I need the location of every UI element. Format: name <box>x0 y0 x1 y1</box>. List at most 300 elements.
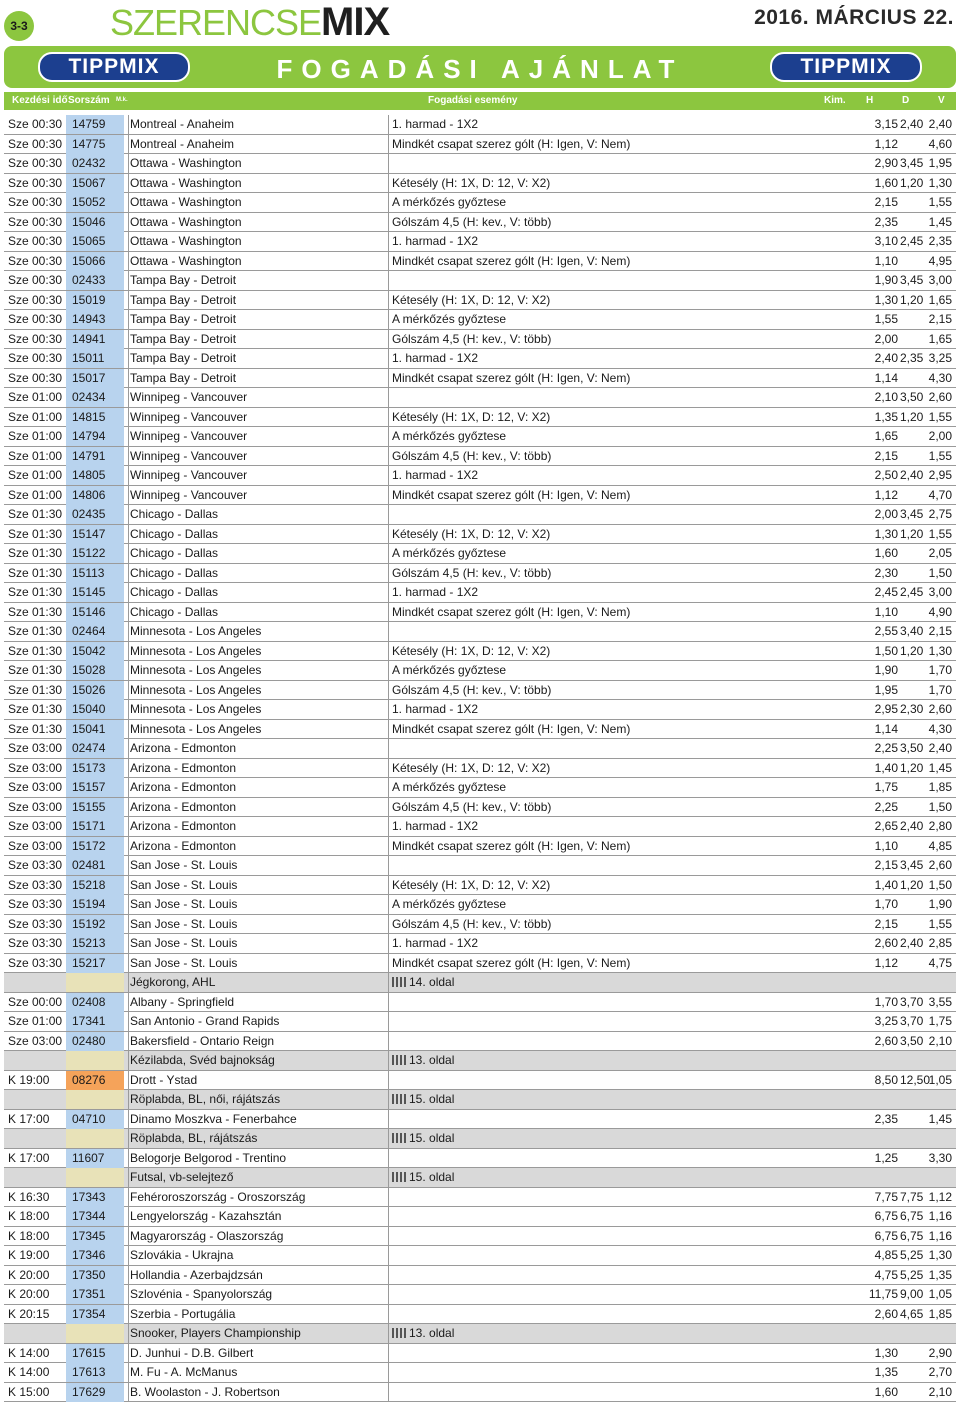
start-time: K 14:00 <box>8 1345 50 1360</box>
table-row <box>4 1285 956 1305</box>
odds-v: 4,70 <box>928 487 952 502</box>
event-id: 17629 <box>66 1383 124 1402</box>
table-row <box>4 427 956 447</box>
table-row <box>4 895 956 915</box>
odds-h: 6,75 <box>874 1209 898 1223</box>
start-time: Sze 03:00 <box>8 1033 63 1048</box>
odds-v <box>916 1168 954 1187</box>
odds-h: 2,50 <box>874 468 898 482</box>
event-id <box>66 973 124 992</box>
event-name: B. Woolaston - J. Robertson <box>128 1383 388 1402</box>
odds-h: 1,12 <box>874 955 898 970</box>
odds-v <box>916 1324 954 1343</box>
event-name: San Jose - St. Louis <box>128 895 388 914</box>
event-name: Belogorje Belgorod - Trentino <box>128 1149 388 1168</box>
event-id: 15046 <box>66 213 124 232</box>
odds-v: 3,55 <box>928 994 952 1009</box>
bet-type: Mindkét csapat szerez gólt (H: Igen, V: Nem) <box>388 252 848 271</box>
table-row <box>4 115 956 135</box>
event-name: San Jose - St. Louis <box>128 934 388 953</box>
event-name: D. Junhui - D.B. Gilbert <box>128 1344 388 1363</box>
table-row <box>4 876 956 896</box>
odds-v: 2,15 <box>928 624 952 638</box>
odds-v: 1,12 <box>928 1189 952 1204</box>
table-row <box>4 486 956 506</box>
odds-v: 4,95 <box>928 253 952 268</box>
event-id: 15066 <box>66 252 124 271</box>
event-name: Ottawa - Washington <box>128 193 388 212</box>
table-row <box>4 1032 956 1052</box>
odds-d: 3,70 <box>900 1014 924 1028</box>
table-row <box>4 1344 956 1364</box>
table-row <box>4 700 956 720</box>
event-name: Magyarország - Olaszország <box>128 1227 388 1246</box>
page-reference <box>388 1090 848 1109</box>
event-name: Lengyelország - Kazahsztán <box>128 1207 388 1226</box>
odds-v: 1,65 <box>928 292 952 307</box>
bet-type: Kétesély (H: 1X, D: 12, V: X2) <box>388 525 848 544</box>
start-time: K 18:00 <box>8 1209 50 1223</box>
odds-d: 1,20 <box>900 409 924 424</box>
event-name: Szerbia - Portugália <box>128 1305 388 1324</box>
event-id: 14943 <box>66 310 124 329</box>
odds-h: 1,12 <box>874 136 898 151</box>
odds-h: 2,45 <box>874 585 898 599</box>
col-min: Kim. <box>824 95 846 106</box>
start-time: Sze 01:00 <box>8 1014 63 1028</box>
event-id: 15026 <box>66 681 124 700</box>
odds-d: 1,20 <box>900 760 924 775</box>
odds-h: 1,14 <box>874 370 898 385</box>
odds-v <box>916 1129 954 1148</box>
bet-type: Mindkét csapat szerez gólt (H: Igen, V: Nem) <box>388 720 848 739</box>
odds-v: 4,90 <box>928 604 952 619</box>
odds-v: 1,50 <box>928 799 952 814</box>
event-name: Arizona - Edmonton <box>128 739 388 758</box>
start-time: Sze 01:30 <box>8 507 63 521</box>
start-time: Sze 03:00 <box>8 819 63 833</box>
bet-type <box>388 1383 848 1402</box>
table-row <box>4 330 956 350</box>
bet-type <box>388 1012 848 1031</box>
event-name: Szlovákia - Ukrajna <box>128 1246 388 1265</box>
odds-h: 1,60 <box>874 175 898 190</box>
start-time: K 17:00 <box>8 1111 50 1126</box>
odds-h: 2,60 <box>874 1306 898 1321</box>
event-id: 14775 <box>66 135 124 154</box>
start-time: K 17:00 <box>8 1150 50 1165</box>
event-name: Montreal - Anaheim <box>128 135 388 154</box>
odds-h: 2,35 <box>874 214 898 229</box>
event-name: Szlovénia - Spanyolország <box>128 1285 388 1304</box>
odds-v: 2,80 <box>928 819 952 833</box>
event-name: Arizona - Edmonton <box>128 759 388 778</box>
bar-chart-icon <box>392 1055 406 1065</box>
table-row <box>4 564 956 584</box>
table-row <box>4 993 956 1013</box>
table-row <box>4 1012 956 1032</box>
odds-v <box>916 1051 954 1070</box>
tippmix-logo-left: TIPPMIX <box>38 52 190 82</box>
event-name: Ottawa - Washington <box>128 174 388 193</box>
odds-v: 2,85 <box>928 936 952 950</box>
odds-h: 2,90 <box>874 156 898 170</box>
event-name: San Jose - St. Louis <box>128 856 388 875</box>
col-id: Sorszám <box>68 95 110 106</box>
event-id: 15028 <box>66 661 124 680</box>
table-row <box>4 661 956 681</box>
bet-type: 1. harmad - 1X2 <box>388 583 848 602</box>
odds-d: 12,50 <box>900 1072 931 1087</box>
event-name: Dinamo Moszkva - Fenerbahce <box>128 1110 388 1129</box>
table-row <box>4 544 956 564</box>
odds-h: 1,40 <box>874 760 898 775</box>
start-time: Sze 03:00 <box>8 780 63 794</box>
event-name: Chicago - Dallas <box>128 544 388 563</box>
start-time: Sze 00:30 <box>8 175 63 190</box>
odds-v: 1,50 <box>928 877 952 892</box>
start-time <box>4 973 66 992</box>
col-v: V <box>938 95 945 106</box>
bet-type: Mindkét csapat szerez gólt (H: Igen, V: Nem) <box>388 486 848 505</box>
odds-v: 1,35 <box>928 1267 952 1282</box>
odds-v: 2,40 <box>928 117 952 131</box>
start-time: Sze 03:30 <box>8 936 63 950</box>
bet-type <box>388 1207 848 1226</box>
bet-type: Mindkét csapat szerez gólt (H: Igen, V: Nem) <box>388 837 848 856</box>
event-id: 17344 <box>66 1207 124 1226</box>
event-id: 14759 <box>66 115 124 134</box>
event-id: 15011 <box>66 349 124 368</box>
odds-h: 2,15 <box>874 916 898 931</box>
event-name: Arizona - Edmonton <box>128 778 388 797</box>
issue-date: 2016. MÁRCIUS 22. <box>754 6 954 29</box>
bet-type: 1. harmad - 1X2 <box>388 700 848 719</box>
bar-chart-icon <box>392 1133 406 1143</box>
start-time: Sze 00:30 <box>8 195 63 209</box>
event-name: Minnesota - Los Angeles <box>128 681 388 700</box>
odds-h: 7,75 <box>874 1189 898 1204</box>
page-reference <box>388 1051 848 1070</box>
event-name: Tampa Bay - Detroit <box>128 349 388 368</box>
category-name: Jégkorong, AHL <box>128 973 388 992</box>
odds-h: 2,15 <box>874 195 898 209</box>
event-id: 15147 <box>66 525 124 544</box>
table-row <box>4 778 956 798</box>
col-mk: M.k. <box>116 97 128 103</box>
bet-type: Kétesély (H: 1X, D: 12, V: X2) <box>388 642 848 661</box>
start-time: Sze 01:30 <box>8 682 63 697</box>
bet-type: 1. harmad - 1X2 <box>388 349 848 368</box>
odds-v: 2,90 <box>928 1345 952 1360</box>
bet-type: A mérkőzés győztese <box>388 661 848 680</box>
bet-type: Gólszám 4,5 (H: kev., V: több) <box>388 915 848 934</box>
event-name: Winnipeg - Vancouver <box>128 486 388 505</box>
start-time <box>4 1090 66 1109</box>
event-id: 02433 <box>66 271 124 290</box>
odds-h: 3,10 <box>874 234 898 248</box>
odds-v <box>916 973 954 992</box>
category-row <box>4 1324 956 1344</box>
bet-type: Kétesély (H: 1X, D: 12, V: X2) <box>388 408 848 427</box>
odds-h: 1,14 <box>874 721 898 736</box>
start-time: Sze 00:30 <box>8 253 63 268</box>
category-row <box>4 973 956 993</box>
event-name: Tampa Bay - Detroit <box>128 291 388 310</box>
odds-d: 2,40 <box>900 117 924 131</box>
odds-h: 2,60 <box>874 936 898 950</box>
odds-v: 1,16 <box>928 1228 952 1243</box>
odds-h: 8,50 <box>874 1072 898 1087</box>
odds-h: 1,12 <box>874 487 898 502</box>
odds-v: 1,30 <box>928 175 952 190</box>
odds-h: 2,60 <box>874 1033 898 1048</box>
event-id: 14941 <box>66 330 124 349</box>
odds-h: 2,00 <box>874 507 898 521</box>
odds-h <box>850 1090 900 1109</box>
odds-v: 2,15 <box>928 312 952 326</box>
table-row <box>4 1110 956 1130</box>
odds-v: 4,30 <box>928 721 952 736</box>
event-name: Tampa Bay - Detroit <box>128 310 388 329</box>
odds-h: 1,35 <box>874 1365 898 1379</box>
bet-type <box>388 505 848 524</box>
start-time <box>4 1051 66 1070</box>
event-id: 02474 <box>66 739 124 758</box>
table-row <box>4 466 956 486</box>
odds-h: 4,85 <box>874 1248 898 1262</box>
table-row <box>4 759 956 779</box>
event-name: Ottawa - Washington <box>128 232 388 251</box>
event-name: Winnipeg - Vancouver <box>128 466 388 485</box>
event-name: Arizona - Edmonton <box>128 798 388 817</box>
table-row <box>4 1207 956 1227</box>
odds-h: 1,95 <box>874 682 898 697</box>
start-time: Sze 00:30 <box>8 331 63 346</box>
odds-v: 2,10 <box>928 1384 952 1399</box>
table-row <box>4 583 956 603</box>
odds-v: 1,50 <box>928 565 952 580</box>
col-h: H <box>866 95 874 106</box>
odds-h: 2,00 <box>874 331 898 346</box>
odds-v: 2,95 <box>928 468 952 482</box>
odds-h: 6,75 <box>874 1228 898 1243</box>
bet-type <box>388 1266 848 1285</box>
event-id: 11607 <box>66 1149 124 1168</box>
bar-chart-icon <box>392 1172 406 1182</box>
event-name: Drott - Ystad <box>128 1071 388 1090</box>
page-reference-text: 13. oldal <box>409 1326 455 1340</box>
odds-h: 1,50 <box>874 643 898 658</box>
odds-d: 1,20 <box>900 643 924 658</box>
odds-h <box>850 1324 900 1343</box>
table-row <box>4 739 956 759</box>
odds-v: 3,30 <box>928 1150 952 1165</box>
table-row <box>4 1383 956 1403</box>
odds-h: 1,60 <box>874 546 898 560</box>
start-time: Sze 01:30 <box>8 702 63 716</box>
category-row <box>4 1168 956 1188</box>
table-row <box>4 856 956 876</box>
odds-h <box>850 1168 900 1187</box>
odds-h <box>850 1129 900 1148</box>
event-id: 17345 <box>66 1227 124 1246</box>
bet-type: Mindkét csapat szerez gólt (H: Igen, V: Nem) <box>388 603 848 622</box>
event-name: Ottawa - Washington <box>128 154 388 173</box>
col-d: D <box>902 95 910 106</box>
start-time: Sze 00:30 <box>8 370 63 385</box>
start-time: Sze 00:30 <box>8 156 63 170</box>
odds-h: 1,10 <box>874 253 898 268</box>
event-id <box>66 1090 124 1109</box>
table-row <box>4 447 956 467</box>
start-time: Sze 00:30 <box>8 273 63 287</box>
odds-d: 2,35 <box>900 351 924 365</box>
event-id: 14794 <box>66 427 124 446</box>
event-name: Minnesota - Los Angeles <box>128 661 388 680</box>
table-row <box>4 817 956 837</box>
bet-type: A mérkőzés győztese <box>388 544 848 563</box>
odds-v <box>916 1090 954 1109</box>
event-id: 08276 <box>66 1071 124 1090</box>
odds-v: 1,30 <box>928 643 952 658</box>
bet-type: A mérkőzés győztese <box>388 778 848 797</box>
col-event: Fogadási esemény <box>428 95 518 106</box>
odds-h: 2,25 <box>874 799 898 814</box>
odds-h: 1,30 <box>874 292 898 307</box>
table-row <box>4 232 956 252</box>
bet-type: A mérkőzés győztese <box>388 193 848 212</box>
event-id: 14815 <box>66 408 124 427</box>
odds-h: 2,55 <box>874 624 898 638</box>
table-row <box>4 310 956 330</box>
event-id: 15017 <box>66 369 124 388</box>
start-time <box>4 1168 66 1187</box>
odds-h: 1,10 <box>874 604 898 619</box>
bet-type: Kétesély (H: 1X, D: 12, V: X2) <box>388 876 848 895</box>
start-time <box>4 1324 66 1343</box>
start-time: Sze 03:00 <box>8 760 63 775</box>
odds-v: 1,55 <box>928 916 952 931</box>
odds-v: 2,05 <box>928 546 952 560</box>
odds-d: 9,00 <box>900 1287 924 1301</box>
start-time <box>4 1129 66 1148</box>
odds-d: 3,50 <box>900 390 924 404</box>
start-time: K 18:00 <box>8 1228 50 1243</box>
event-id: 15145 <box>66 583 124 602</box>
odds-h: 2,65 <box>874 819 898 833</box>
bet-type: Gólszám 4,5 (H: kev., V: több) <box>388 330 848 349</box>
bet-type <box>388 154 848 173</box>
odds-v: 1,55 <box>928 409 952 424</box>
category-name: Röplabda, BL, rájátszás <box>128 1129 388 1148</box>
bet-type: Gólszám 4,5 (H: kev., V: több) <box>388 447 848 466</box>
bet-type <box>388 739 848 758</box>
event-name: Minnesota - Los Angeles <box>128 642 388 661</box>
odds-v: 1,45 <box>928 214 952 229</box>
odds-h: 1,75 <box>874 780 898 794</box>
event-name: Minnesota - Los Angeles <box>128 622 388 641</box>
odds-h: 2,35 <box>874 1111 898 1126</box>
odds-h <box>850 973 900 992</box>
brand-bold: MIX <box>321 0 390 44</box>
start-time: Sze 01:30 <box>8 546 63 560</box>
bet-type: A mérkőzés győztese <box>388 310 848 329</box>
event-id: 02480 <box>66 1032 124 1051</box>
bar-chart-icon <box>392 977 406 987</box>
odds-d: 3,45 <box>900 156 924 170</box>
start-time: Sze 01:00 <box>8 448 63 463</box>
bar-chart-icon <box>392 1094 406 1104</box>
col-time: Kezdési idő <box>12 95 68 106</box>
event-name: Tampa Bay - Detroit <box>128 369 388 388</box>
odds-v: 1,05 <box>928 1072 952 1087</box>
table-row <box>4 1305 956 1325</box>
table-row <box>4 1071 956 1091</box>
event-name: Chicago - Dallas <box>128 525 388 544</box>
odds-d: 6,75 <box>900 1228 924 1243</box>
title-band <box>4 46 956 88</box>
page-reference <box>388 973 848 992</box>
start-time: Sze 00:30 <box>8 136 63 151</box>
table-row <box>4 213 956 233</box>
bet-type <box>388 1188 848 1207</box>
event-name: Ottawa - Washington <box>128 213 388 232</box>
bet-type: Kétesély (H: 1X, D: 12, V: X2) <box>388 174 848 193</box>
odds-v: 3,25 <box>928 351 952 365</box>
brand-thin: SZERENCSE <box>110 2 322 43</box>
event-name: Chicago - Dallas <box>128 583 388 602</box>
odds-h: 2,40 <box>874 351 898 365</box>
odds-v: 1,65 <box>928 331 952 346</box>
event-id: 15019 <box>66 291 124 310</box>
event-id: 02481 <box>66 856 124 875</box>
odds-h: 1,30 <box>874 1345 898 1360</box>
event-id <box>66 1324 124 1343</box>
event-id: 15173 <box>66 759 124 778</box>
odds-h: 2,15 <box>874 858 898 872</box>
odds-h: 1,70 <box>874 994 898 1009</box>
event-id: 17351 <box>66 1285 124 1304</box>
event-id: 04710 <box>66 1110 124 1129</box>
odds-v: 2,70 <box>928 1365 952 1379</box>
odds-h: 1,60 <box>874 1384 898 1399</box>
odds-h: 1,90 <box>874 273 898 287</box>
odds-v: 1,30 <box>928 1248 952 1262</box>
event-id: 15052 <box>66 193 124 212</box>
odds-d: 3,45 <box>900 273 924 287</box>
bet-type <box>388 1344 848 1363</box>
start-time: K 20:00 <box>8 1287 50 1301</box>
page-reference-text: 15. oldal <box>409 1092 455 1106</box>
event-id: 15113 <box>66 564 124 583</box>
bet-type <box>388 1071 848 1090</box>
start-time: Sze 00:30 <box>8 351 63 365</box>
odds-v: 1,70 <box>928 663 952 677</box>
odds-v: 1,85 <box>928 1306 952 1321</box>
bet-type <box>388 1110 848 1129</box>
event-name: Winnipeg - Vancouver <box>128 388 388 407</box>
start-time: Sze 00:30 <box>8 234 63 248</box>
event-id: 15194 <box>66 895 124 914</box>
event-name: Fehéroroszország - Oroszország <box>128 1188 388 1207</box>
odds-d: 3,50 <box>900 1033 924 1048</box>
odds-d: 2,40 <box>900 819 924 833</box>
table-row <box>4 798 956 818</box>
bet-type: Mindkét csapat szerez gólt (H: Igen, V: Nem) <box>388 954 848 973</box>
table-row <box>4 837 956 857</box>
odds-d: 1,20 <box>900 175 924 190</box>
